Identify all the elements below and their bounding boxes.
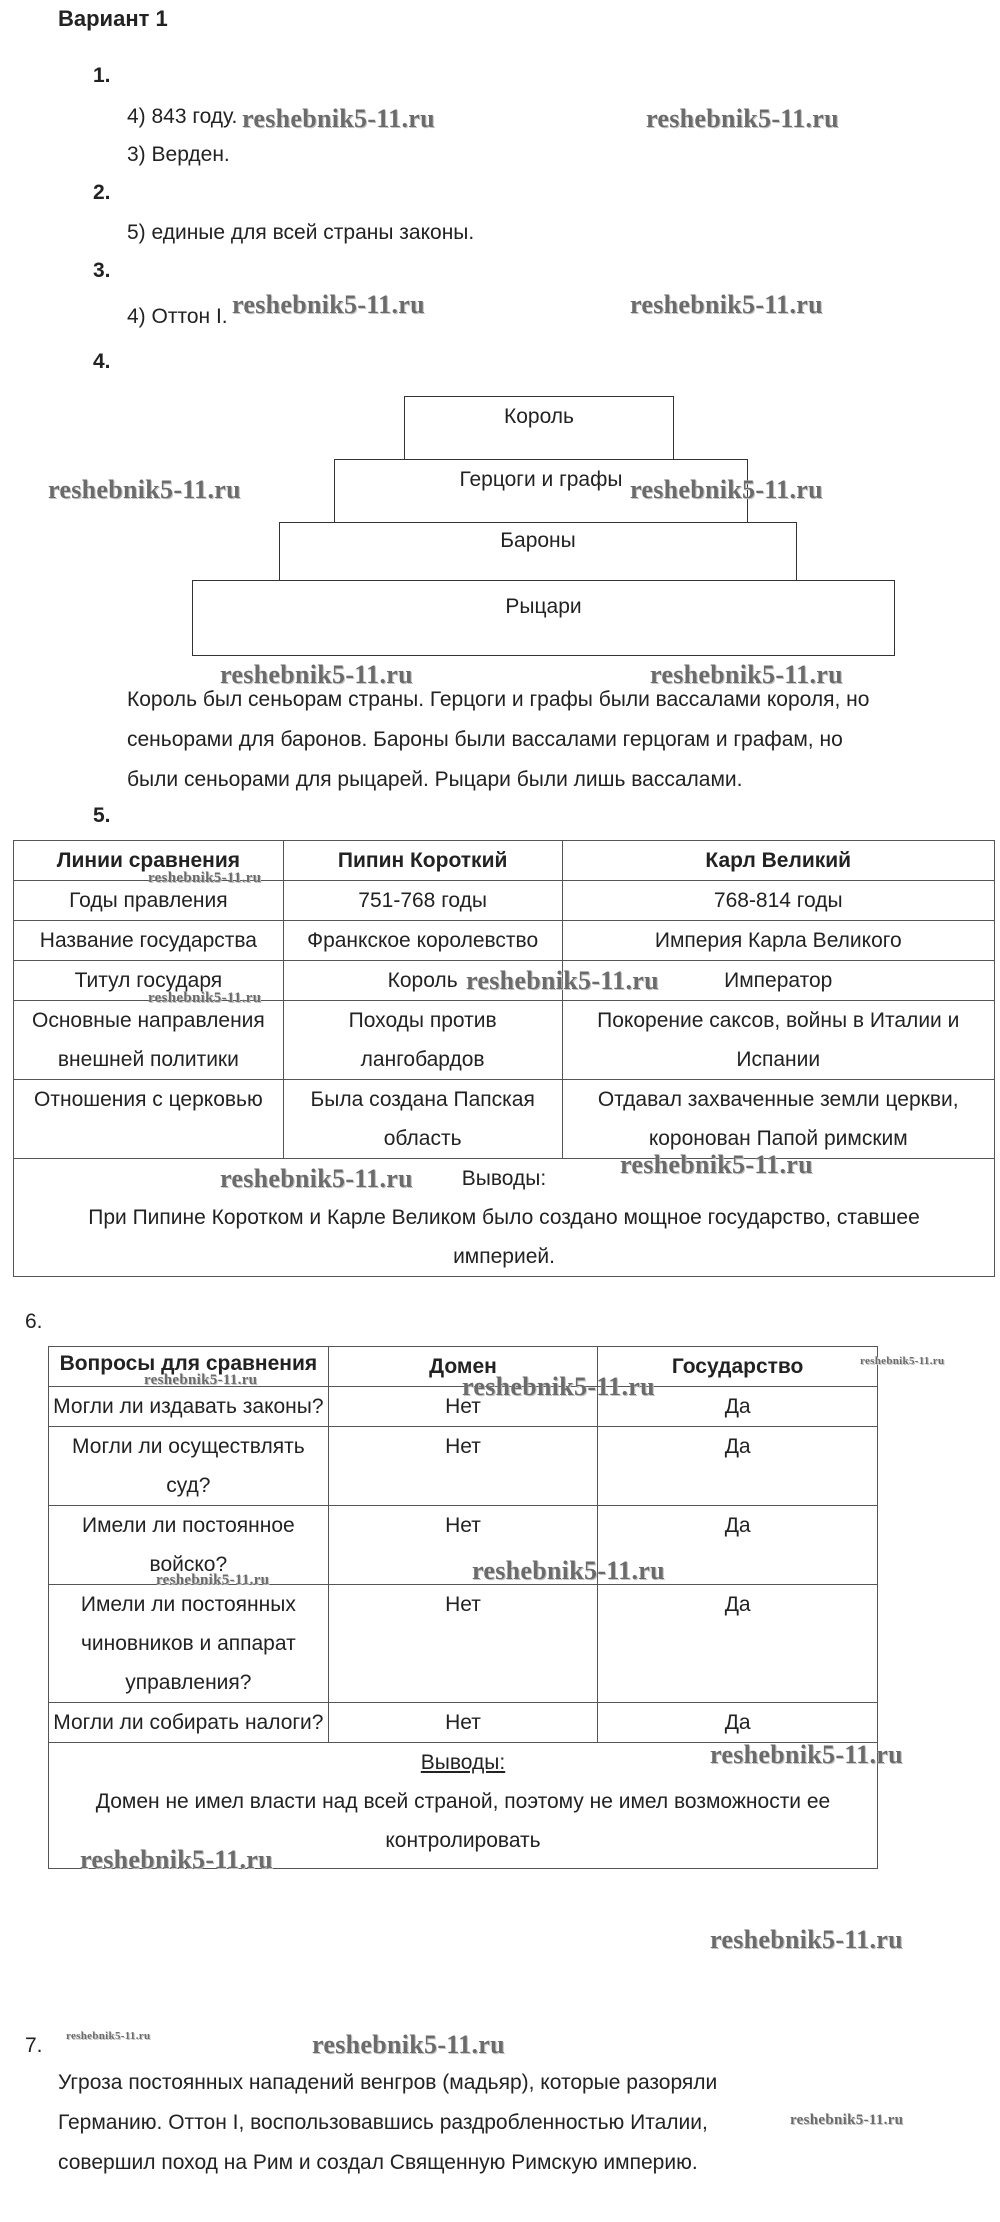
question-4-number: 4. [93,350,111,373]
paragraph-line: сеньорами для баронов. Бароны были вассалами герцогам и графам, но [127,728,843,751]
table-cell: 768-814 годы [562,881,995,921]
pyramid-level-dukes: Герцоги и графы [334,459,748,523]
table-cell: Могли ли осуществлять суд? [49,1427,329,1506]
table-cell: Отдавал захваченные земли церкви, коронован Папой римским [562,1080,995,1159]
paragraph-line: были сеньорами для рыцарей. Рыцари были лишь вассалами. [127,768,743,791]
question-1-answer-2: 3) Верден. [127,143,230,166]
table-row [49,1703,878,1743]
pyramid-level-knights: Рыцари [192,580,895,656]
pyramid-level-barons: Бароны [279,522,797,582]
table-header-cell: Пипин Короткий [283,841,562,881]
watermark: reshebnik5-11.ru [80,1845,273,1874]
table-row [49,1585,878,1703]
watermark: reshebnik5-11.ru [860,1355,945,1367]
watermark: reshebnik5-11.ru [646,104,839,133]
paragraph-line: Германию. Оттон I, воспользовавшись раздробленностью Италии, [58,2111,708,2134]
watermark: reshebnik5-11.ru [466,966,659,995]
table-row [14,921,995,961]
question-6-number: 6. [25,1310,43,1333]
paragraph-line: Угроза постоянных нападений венгров (мадьяр), которые разоряли [58,2071,718,2094]
question-2-number: 2. [93,181,111,204]
table-header-cell: Домен [328,1347,598,1387]
question-3-answer: 4) Оттон I. [127,305,228,328]
watermark: reshebnik5-11.ru [148,990,262,1006]
table-conclusion-row [14,1159,995,1277]
table-cell: 751-768 годы [283,881,562,921]
table-header-cell: Вопросы для сравнения [49,1347,329,1387]
table-header-cell: Линии сравнения [14,841,284,881]
watermark: reshebnik5-11.ru [472,1556,665,1585]
watermark: reshebnik5-11.ru [650,660,843,689]
pyramid-level-king: Король [404,396,674,460]
table-cell: Нет [328,1387,598,1427]
comparison-table-domain-state [48,1346,878,1869]
table-header-cell: Карл Великий [562,841,995,881]
table-cell: Да [598,1387,878,1427]
table-header-cell: Государство [598,1347,878,1387]
table-cell: Основные направления внешней политики [14,1001,284,1080]
watermark: reshebnik5-11.ru [220,1164,413,1193]
watermark: reshebnik5-11.ru [232,290,425,319]
table-cell: Титул государя [14,961,284,1001]
conclusion-text: Домен не имел власти над всей страной, поэтому не имел возможности ее контролировать [95,1790,831,1852]
table-cell: Название государства [14,921,284,961]
question-1-number: 1. [93,64,111,87]
table-cell: Имели ли постоянных чиновников и аппарат управления? [49,1585,329,1703]
question-2-answer: 5) единые для всей страны законы. [127,221,475,244]
watermark: reshebnik5-11.ru [630,475,823,504]
watermark: reshebnik5-11.ru [462,1372,655,1401]
table-cell: Могли ли издавать законы? [49,1387,329,1427]
watermark: reshebnik5-11.ru [630,290,823,319]
table-cell: Отношения с церковью [14,1080,284,1159]
question-1-answer-1: 4) 843 году. [127,105,238,128]
paragraph-line: Король был сеньорам страны. Герцоги и графы были вассалами короля, но [127,688,870,711]
table-cell: Империя Карла Великого [562,921,995,961]
conclusion-label: Выводы: [420,1751,506,1774]
table-row [14,1080,995,1159]
watermark: reshebnik5-11.ru [312,2030,505,2059]
table-cell: Нет [328,1585,598,1703]
question-7-answer [58,2063,878,2183]
watermark: reshebnik5-11.ru [710,1740,903,1769]
question-3-number: 3. [93,259,111,282]
watermark: reshebnik5-11.ru [148,870,262,886]
watermark: reshebnik5-11.ru [242,104,435,133]
table-cell: Да [598,1427,878,1506]
table-cell: Да [598,1506,878,1585]
question-7-number: 7. [25,2034,43,2057]
table-cell: Король [283,961,562,1001]
comparison-table-pipin-karl [13,840,995,1277]
table-cell: Нет [328,1703,598,1743]
paragraph-line: совершил поход на Рим и создал Священную Римскую империю. [58,2151,698,2174]
watermark: reshebnik5-11.ru [710,1925,903,1954]
watermark: reshebnik5-11.ru [790,2112,904,2128]
table-cell: Нет [328,1506,598,1585]
question-4-explanation [127,680,947,800]
table-cell: Император [562,961,995,1001]
watermark: reshebnik5-11.ru [144,1372,258,1388]
table-cell: Да [598,1703,878,1743]
table-cell: Могли ли собирать налоги? [49,1703,329,1743]
table-cell: Имели ли постоянное войско? [49,1506,329,1585]
page-title: Вариант 1 [58,6,168,31]
table-cell: Походы против лангобардов [283,1001,562,1080]
conclusion-label: Выводы: [461,1167,547,1190]
table-row [49,1427,878,1506]
table-cell: Годы правления [14,881,284,921]
table-cell: Была создана Папская область [283,1080,562,1159]
conclusion-text: При Пипине Коротком и Карле Великом было создано мощное государство, ставшее империей. [88,1206,920,1268]
watermark: reshebnik5-11.ru [48,475,241,504]
table-cell: Франкское королевство [283,921,562,961]
watermark: reshebnik5-11.ru [620,1150,813,1179]
table-cell: Да [598,1585,878,1703]
table-cell: Нет [328,1427,598,1506]
watermark: reshebnik5-11.ru [66,2030,151,2042]
question-5-number: 5. [93,804,111,827]
table-cell: Покорение саксов, войны в Италии и Испании [562,1001,995,1080]
conclusion-cell [14,1159,995,1277]
watermark: reshebnik5-11.ru [156,1572,270,1588]
watermark: reshebnik5-11.ru [220,660,413,689]
table-row [14,1001,995,1080]
